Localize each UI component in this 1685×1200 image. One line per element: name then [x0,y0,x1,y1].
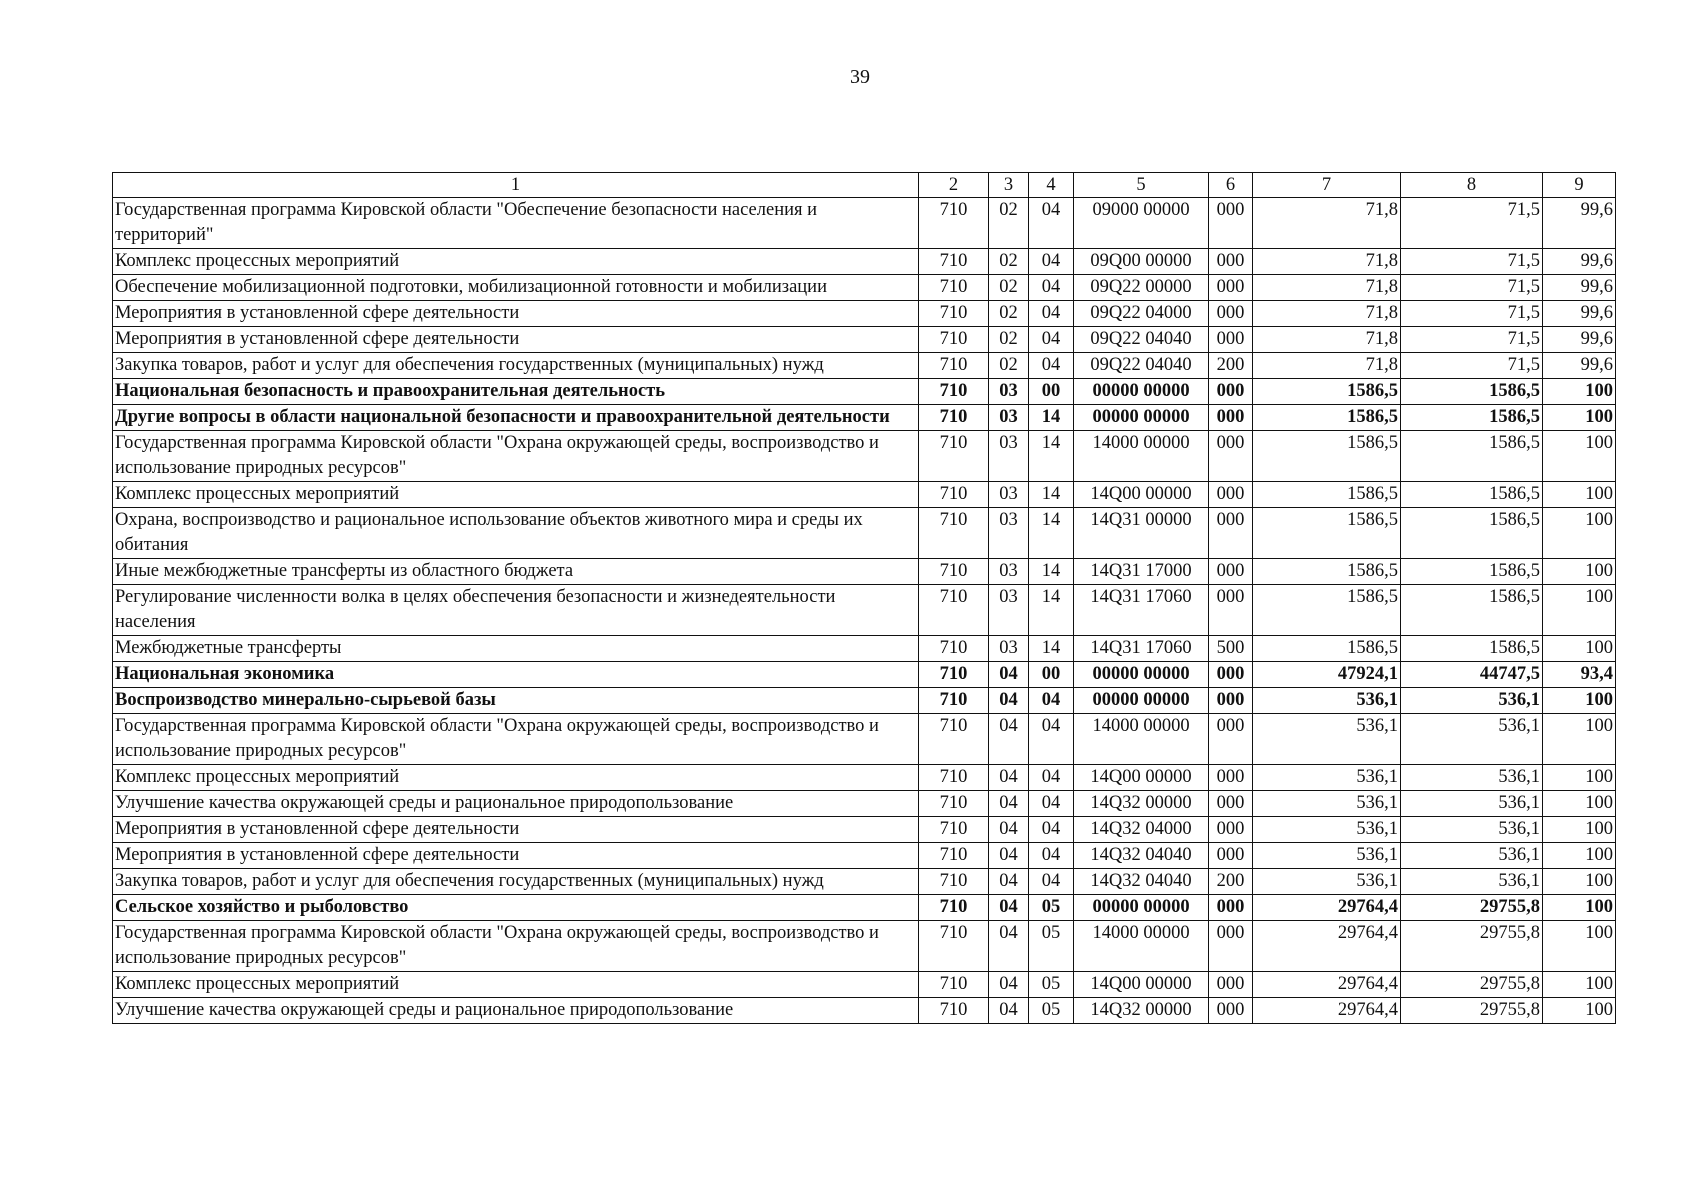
planned-amount-cell: 1586,5 [1253,585,1401,636]
actual-amount-cell: 44747,5 [1401,662,1543,688]
subsection-code-cell: 14 [1029,559,1074,585]
table-row [113,275,1616,301]
actual-amount-cell: 29755,8 [1401,972,1543,998]
execution-percent-cell: 100 [1543,405,1616,431]
planned-amount-cell: 71,8 [1253,327,1401,353]
target-article-code-cell: 14Q31 17060 [1074,585,1209,636]
item-name-cell: Улучшение качества окружающей среды и рациональное природопользование [113,998,919,1024]
expense-type-code-cell: 000 [1209,688,1253,714]
item-name-cell: Другие вопросы в области национальной безопасности и правоохранительной деятельности [113,405,919,431]
expense-type-code-cell: 000 [1209,301,1253,327]
table-row [113,843,1616,869]
item-name-cell: Мероприятия в установленной сфере деятельности [113,301,919,327]
table-row [113,714,1616,765]
subsection-code-cell: 14 [1029,508,1074,559]
subsection-code-cell: 04 [1029,765,1074,791]
section-code-cell: 03 [989,508,1029,559]
item-name-cell: Государственная программа Кировской области "Обеспечение безопасности населения и территорий" [113,198,919,249]
subsection-code-cell: 05 [1029,895,1074,921]
column-header: 9 [1543,173,1616,198]
planned-amount-cell: 29764,4 [1253,921,1401,972]
expense-type-code-cell: 000 [1209,585,1253,636]
execution-percent-cell: 93,4 [1543,662,1616,688]
planned-amount-cell: 536,1 [1253,791,1401,817]
execution-percent-cell: 100 [1543,508,1616,559]
planned-amount-cell: 1586,5 [1253,431,1401,482]
actual-amount-cell: 29755,8 [1401,895,1543,921]
item-name-cell: Государственная программа Кировской области "Охрана окружающей среды, воспроизводство и использование природных ресурсов" [113,921,919,972]
actual-amount-cell: 1586,5 [1401,379,1543,405]
section-code-cell: 02 [989,275,1029,301]
target-article-code-cell: 14Q31 17000 [1074,559,1209,585]
section-code-cell: 03 [989,431,1029,482]
actual-amount-cell: 536,1 [1401,791,1543,817]
expense-type-code-cell: 200 [1209,869,1253,895]
target-article-code-cell: 14Q32 04000 [1074,817,1209,843]
execution-percent-cell: 100 [1543,791,1616,817]
target-article-code-cell: 09Q22 00000 [1074,275,1209,301]
actual-amount-cell: 1586,5 [1401,482,1543,508]
item-name-cell: Комплекс процессных мероприятий [113,972,919,998]
item-name-cell: Закупка товаров, работ и услуг для обеспечения государственных (муниципальных) нужд [113,869,919,895]
subsection-code-cell: 14 [1029,636,1074,662]
actual-amount-cell: 1586,5 [1401,559,1543,585]
table-row [113,791,1616,817]
planned-amount-cell: 1586,5 [1253,482,1401,508]
actual-amount-cell: 71,5 [1401,275,1543,301]
expense-type-code-cell: 200 [1209,353,1253,379]
section-code-cell: 03 [989,405,1029,431]
planned-amount-cell: 71,8 [1253,353,1401,379]
table-row [113,585,1616,636]
section-code-cell: 04 [989,688,1029,714]
table-row [113,765,1616,791]
page-number: 39 [850,66,870,88]
section-code-cell: 02 [989,327,1029,353]
planned-amount-cell: 29764,4 [1253,998,1401,1024]
planned-amount-cell: 536,1 [1253,843,1401,869]
expense-type-code-cell: 000 [1209,662,1253,688]
section-code-cell: 04 [989,714,1029,765]
expense-type-code-cell: 000 [1209,895,1253,921]
expense-type-code-cell: 000 [1209,249,1253,275]
table-row [113,508,1616,559]
ministry-code-cell: 710 [919,688,989,714]
table-row [113,972,1616,998]
planned-amount-cell: 1586,5 [1253,379,1401,405]
table-row [113,431,1616,482]
expense-type-code-cell: 000 [1209,482,1253,508]
actual-amount-cell: 1586,5 [1401,508,1543,559]
actual-amount-cell: 71,5 [1401,249,1543,275]
planned-amount-cell: 536,1 [1253,869,1401,895]
execution-percent-cell: 100 [1543,921,1616,972]
ministry-code-cell: 710 [919,972,989,998]
column-header: 4 [1029,173,1074,198]
target-article-code-cell: 14Q31 17060 [1074,636,1209,662]
section-code-cell: 03 [989,636,1029,662]
ministry-code-cell: 710 [919,508,989,559]
actual-amount-cell: 536,1 [1401,869,1543,895]
section-code-cell: 02 [989,353,1029,379]
subsection-code-cell: 14 [1029,405,1074,431]
target-article-code-cell: 00000 00000 [1074,688,1209,714]
planned-amount-cell: 29764,4 [1253,895,1401,921]
planned-amount-cell: 536,1 [1253,817,1401,843]
column-header: 7 [1253,173,1401,198]
expense-type-code-cell: 000 [1209,765,1253,791]
ministry-code-cell: 710 [919,895,989,921]
expense-type-code-cell: 000 [1209,714,1253,765]
table-row [113,895,1616,921]
target-article-code-cell: 14000 00000 [1074,921,1209,972]
section-code-cell: 04 [989,662,1029,688]
expense-type-code-cell: 000 [1209,327,1253,353]
planned-amount-cell: 71,8 [1253,249,1401,275]
table-row [113,198,1616,249]
section-code-cell: 04 [989,998,1029,1024]
target-article-code-cell: 09Q22 04000 [1074,301,1209,327]
subsection-code-cell: 04 [1029,843,1074,869]
execution-percent-cell: 99,6 [1543,327,1616,353]
target-article-code-cell: 09Q00 00000 [1074,249,1209,275]
section-code-cell: 03 [989,585,1029,636]
ministry-code-cell: 710 [919,353,989,379]
target-article-code-cell: 00000 00000 [1074,895,1209,921]
target-article-code-cell: 00000 00000 [1074,405,1209,431]
section-code-cell: 04 [989,765,1029,791]
subsection-code-cell: 14 [1029,431,1074,482]
expense-type-code-cell: 000 [1209,559,1253,585]
subsection-code-cell: 14 [1029,482,1074,508]
item-name-cell: Регулирование численности волка в целях обеспечения безопасности и жизнедеятельности населения [113,585,919,636]
item-name-cell: Комплекс процессных мероприятий [113,482,919,508]
item-name-cell: Сельское хозяйство и рыболовство [113,895,919,921]
execution-percent-cell: 100 [1543,972,1616,998]
execution-percent-cell: 100 [1543,843,1616,869]
expense-type-code-cell: 000 [1209,972,1253,998]
item-name-cell: Комплекс процессных мероприятий [113,249,919,275]
planned-amount-cell: 47924,1 [1253,662,1401,688]
execution-percent-cell: 100 [1543,817,1616,843]
table-body [113,198,1616,1024]
table-row [113,379,1616,405]
ministry-code-cell: 710 [919,301,989,327]
subsection-code-cell: 05 [1029,998,1074,1024]
execution-percent-cell: 100 [1543,869,1616,895]
actual-amount-cell: 1586,5 [1401,405,1543,431]
actual-amount-cell: 71,5 [1401,198,1543,249]
subsection-code-cell: 04 [1029,817,1074,843]
subsection-code-cell: 05 [1029,972,1074,998]
table-row [113,327,1616,353]
subsection-code-cell: 04 [1029,869,1074,895]
execution-percent-cell: 100 [1543,714,1616,765]
expense-type-code-cell: 000 [1209,508,1253,559]
subsection-code-cell: 04 [1029,198,1074,249]
subsection-code-cell: 00 [1029,662,1074,688]
ministry-code-cell: 710 [919,817,989,843]
actual-amount-cell: 1586,5 [1401,431,1543,482]
ministry-code-cell: 710 [919,327,989,353]
subsection-code-cell: 05 [1029,921,1074,972]
actual-amount-cell: 536,1 [1401,765,1543,791]
table-row [113,662,1616,688]
section-code-cell: 04 [989,972,1029,998]
actual-amount-cell: 71,5 [1401,301,1543,327]
table-row [113,301,1616,327]
section-code-cell: 02 [989,198,1029,249]
target-article-code-cell: 14000 00000 [1074,714,1209,765]
item-name-cell: Межбюджетные трансферты [113,636,919,662]
target-article-code-cell: 14000 00000 [1074,431,1209,482]
planned-amount-cell: 1586,5 [1253,559,1401,585]
expense-type-code-cell: 000 [1209,405,1253,431]
actual-amount-cell: 71,5 [1401,353,1543,379]
item-name-cell: Мероприятия в установленной сфере деятельности [113,843,919,869]
column-header: 6 [1209,173,1253,198]
ministry-code-cell: 710 [919,843,989,869]
subsection-code-cell: 04 [1029,301,1074,327]
execution-percent-cell: 100 [1543,895,1616,921]
target-article-code-cell: 00000 00000 [1074,379,1209,405]
subsection-code-cell: 00 [1029,379,1074,405]
actual-amount-cell: 536,1 [1401,843,1543,869]
section-code-cell: 03 [989,482,1029,508]
actual-amount-cell: 536,1 [1401,714,1543,765]
table-row [113,249,1616,275]
expense-type-code-cell: 000 [1209,817,1253,843]
column-header: 8 [1401,173,1543,198]
item-name-cell: Государственная программа Кировской области "Охрана окружающей среды, воспроизводство и использование природных ресурсов" [113,431,919,482]
target-article-code-cell: 14Q00 00000 [1074,765,1209,791]
subsection-code-cell: 14 [1029,585,1074,636]
ministry-code-cell: 710 [919,921,989,972]
column-header: 1 [113,173,919,198]
subsection-code-cell: 04 [1029,327,1074,353]
planned-amount-cell: 536,1 [1253,688,1401,714]
target-article-code-cell: 14Q31 00000 [1074,508,1209,559]
execution-percent-cell: 100 [1543,636,1616,662]
execution-percent-cell: 99,6 [1543,301,1616,327]
section-code-cell: 02 [989,301,1029,327]
target-article-code-cell: 14Q32 00000 [1074,998,1209,1024]
target-article-code-cell: 14Q32 00000 [1074,791,1209,817]
execution-percent-cell: 100 [1543,585,1616,636]
ministry-code-cell: 710 [919,275,989,301]
execution-percent-cell: 100 [1543,379,1616,405]
table-row [113,353,1616,379]
planned-amount-cell: 1586,5 [1253,508,1401,559]
section-code-cell: 04 [989,843,1029,869]
item-name-cell: Национальная безопасность и правоохранительная деятельность [113,379,919,405]
execution-percent-cell: 100 [1543,431,1616,482]
section-code-cell: 02 [989,249,1029,275]
expense-type-code-cell: 000 [1209,431,1253,482]
planned-amount-cell: 1586,5 [1253,636,1401,662]
target-article-code-cell: 14Q32 04040 [1074,843,1209,869]
subsection-code-cell: 04 [1029,688,1074,714]
column-header: 5 [1074,173,1209,198]
table-row [113,921,1616,972]
section-code-cell: 04 [989,895,1029,921]
section-code-cell: 04 [989,817,1029,843]
execution-percent-cell: 100 [1543,765,1616,791]
execution-percent-cell: 100 [1543,559,1616,585]
planned-amount-cell: 536,1 [1253,765,1401,791]
ministry-code-cell: 710 [919,869,989,895]
item-name-cell: Охрана, воспроизводство и рациональное использование объектов животного мира и среды их обитания [113,508,919,559]
actual-amount-cell: 29755,8 [1401,998,1543,1024]
subsection-code-cell: 04 [1029,275,1074,301]
subsection-code-cell: 04 [1029,249,1074,275]
expense-type-code-cell: 500 [1209,636,1253,662]
expense-type-code-cell: 000 [1209,379,1253,405]
item-name-cell: Обеспечение мобилизационной подготовки, мобилизационной готовности и мобилизации [113,275,919,301]
execution-percent-cell: 99,6 [1543,249,1616,275]
target-article-code-cell: 14Q32 04040 [1074,869,1209,895]
item-name-cell: Мероприятия в установленной сфере деятельности [113,817,919,843]
actual-amount-cell: 536,1 [1401,688,1543,714]
execution-percent-cell: 99,6 [1543,198,1616,249]
planned-amount-cell: 71,8 [1253,301,1401,327]
table-row [113,636,1616,662]
item-name-cell: Мероприятия в установленной сфере деятельности [113,327,919,353]
ministry-code-cell: 710 [919,714,989,765]
ministry-code-cell: 710 [919,998,989,1024]
planned-amount-cell: 536,1 [1253,714,1401,765]
execution-percent-cell: 100 [1543,482,1616,508]
section-code-cell: 03 [989,559,1029,585]
ministry-code-cell: 710 [919,585,989,636]
item-name-cell: Воспроизводство минерально-сырьевой базы [113,688,919,714]
expense-type-code-cell: 000 [1209,275,1253,301]
table-row [113,559,1616,585]
table-row [113,817,1616,843]
item-name-cell: Национальная экономика [113,662,919,688]
section-code-cell: 03 [989,379,1029,405]
table-row [113,482,1616,508]
target-article-code-cell: 09Q22 04040 [1074,327,1209,353]
expense-type-code-cell: 000 [1209,921,1253,972]
ministry-code-cell: 710 [919,636,989,662]
column-header: 3 [989,173,1029,198]
subsection-code-cell: 04 [1029,714,1074,765]
expense-type-code-cell: 000 [1209,998,1253,1024]
actual-amount-cell: 1586,5 [1401,636,1543,662]
target-article-code-cell: 09Q22 04040 [1074,353,1209,379]
actual-amount-cell: 71,5 [1401,327,1543,353]
column-header: 2 [919,173,989,198]
expense-type-code-cell: 000 [1209,791,1253,817]
expense-type-code-cell: 000 [1209,843,1253,869]
subsection-code-cell: 04 [1029,353,1074,379]
target-article-code-cell: 09000 00000 [1074,198,1209,249]
execution-percent-cell: 100 [1543,998,1616,1024]
planned-amount-cell: 1586,5 [1253,405,1401,431]
ministry-code-cell: 710 [919,791,989,817]
execution-percent-cell: 99,6 [1543,353,1616,379]
actual-amount-cell: 536,1 [1401,817,1543,843]
item-name-cell: Закупка товаров, работ и услуг для обеспечения государственных (муниципальных) нужд [113,353,919,379]
ministry-code-cell: 710 [919,198,989,249]
budget-table [112,172,1616,1024]
ministry-code-cell: 710 [919,765,989,791]
actual-amount-cell: 1586,5 [1401,585,1543,636]
planned-amount-cell: 29764,4 [1253,972,1401,998]
table-row [113,869,1616,895]
ministry-code-cell: 710 [919,249,989,275]
item-name-cell: Комплекс процессных мероприятий [113,765,919,791]
planned-amount-cell: 71,8 [1253,198,1401,249]
ministry-code-cell: 710 [919,405,989,431]
execution-percent-cell: 100 [1543,688,1616,714]
table-row [113,405,1616,431]
planned-amount-cell: 71,8 [1253,275,1401,301]
table-row [113,688,1616,714]
item-name-cell: Иные межбюджетные трансферты из областного бюджета [113,559,919,585]
item-name-cell: Улучшение качества окружающей среды и рациональное природопользование [113,791,919,817]
ministry-code-cell: 710 [919,662,989,688]
section-code-cell: 04 [989,869,1029,895]
table-row [113,998,1616,1024]
section-code-cell: 04 [989,791,1029,817]
execution-percent-cell: 99,6 [1543,275,1616,301]
section-code-cell: 04 [989,921,1029,972]
ministry-code-cell: 710 [919,379,989,405]
ministry-code-cell: 710 [919,482,989,508]
subsection-code-cell: 04 [1029,791,1074,817]
header-row [113,173,1616,198]
ministry-code-cell: 710 [919,431,989,482]
actual-amount-cell: 29755,8 [1401,921,1543,972]
expense-type-code-cell: 000 [1209,198,1253,249]
item-name-cell: Государственная программа Кировской области "Охрана окружающей среды, воспроизводство и использование природных ресурсов" [113,714,919,765]
target-article-code-cell: 14Q00 00000 [1074,972,1209,998]
target-article-code-cell: 14Q00 00000 [1074,482,1209,508]
target-article-code-cell: 00000 00000 [1074,662,1209,688]
ministry-code-cell: 710 [919,559,989,585]
